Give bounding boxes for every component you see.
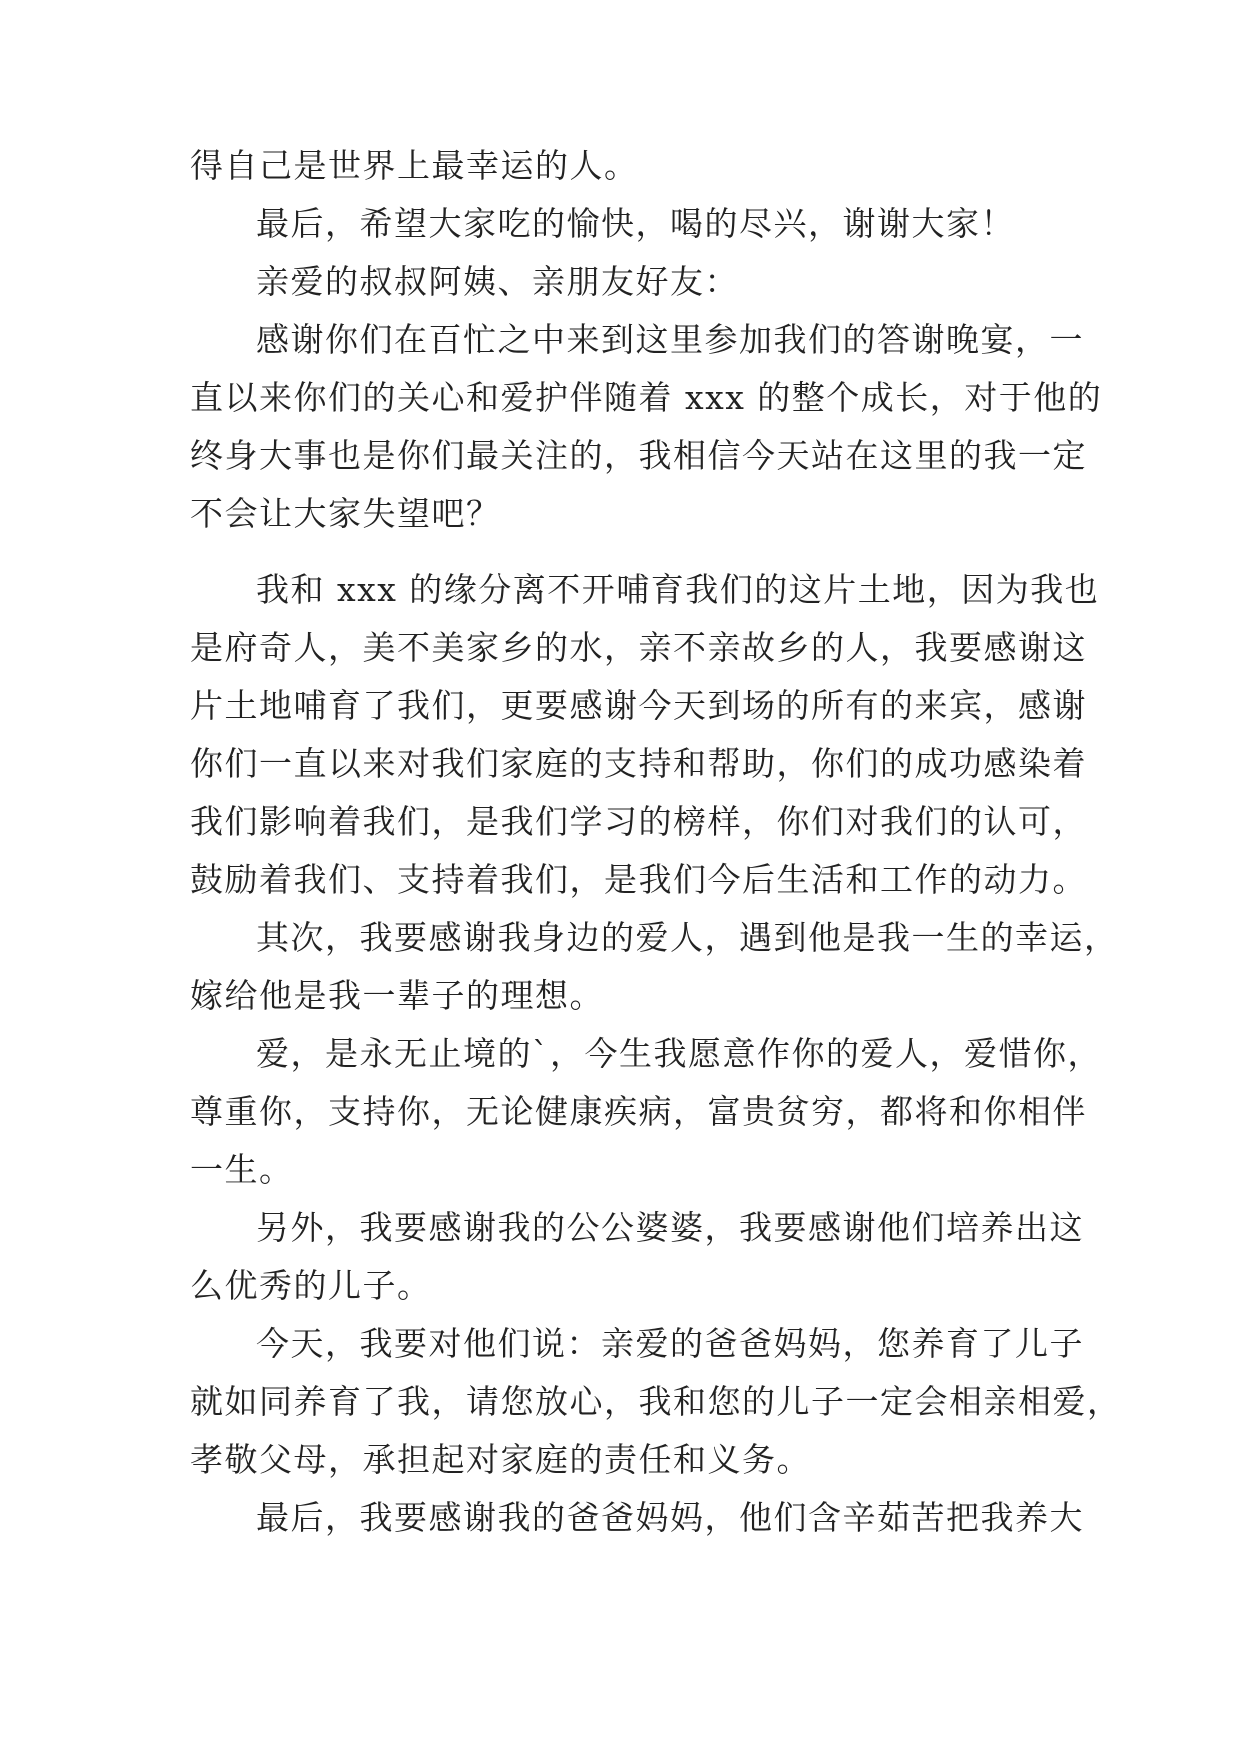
- text-line: 直以来你们的关心和爱护伴随着 xxx 的整个成长，对于他的: [190, 378, 1103, 417]
- text-line: 我和 xxx 的缘分离不开哺育我们的这片土地，因为我也: [256, 570, 1100, 609]
- text-line: 片土地哺育了我们，更要感谢今天到场的所有的来宾，感谢: [190, 686, 1087, 725]
- text-line: 今天，我要对他们说：亲爱的爸爸妈妈，您养育了儿子: [256, 1324, 1084, 1363]
- text-line: 么优秀的儿子。: [190, 1266, 432, 1305]
- text-line: 其次，我要感谢我身边的爱人，遇到他是我一生的幸运，: [256, 918, 1119, 957]
- text-line: 鼓励着我们、支持着我们，是我们今后生活和工作的动力。: [190, 860, 1087, 899]
- text-line: 亲爱的叔叔阿姨、亲朋友好友：: [256, 262, 739, 301]
- text-line: 不会让大家失望吧？: [190, 494, 501, 533]
- text-line: 一生。: [190, 1150, 294, 1189]
- text-line: 得自己是世界上最幸运的人。: [190, 146, 639, 185]
- text-line: 最后，我要感谢我的爸爸妈妈，他们含辛茹苦把我养大: [256, 1498, 1084, 1537]
- text-line: 就如同养育了我，请您放心，我和您的儿子一定会相亲相爱，: [190, 1382, 1122, 1421]
- text-line: 孝敬父母，承担起对家庭的责任和义务。: [190, 1440, 811, 1479]
- text-line: 是府奇人，美不美家乡的水，亲不亲故乡的人，我要感谢这: [190, 628, 1087, 667]
- text-line: 你们一直以来对我们家庭的支持和帮助，你们的成功感染着: [190, 744, 1087, 783]
- text-line: 另外，我要感谢我的公公婆婆，我要感谢他们培养出这: [256, 1208, 1084, 1247]
- text-line: 最后，希望大家吃的愉快，喝的尽兴，谢谢大家！: [256, 204, 1015, 243]
- text-line: 终身大事也是你们最关注的，我相信今天站在这里的我一定: [190, 436, 1087, 475]
- text-line: 尊重你，支持你，无论健康疾病，富贵贫穷，都将和你相伴: [190, 1092, 1087, 1131]
- text-line: 感谢你们在百忙之中来到这里参加我们的答谢晚宴，一: [256, 320, 1084, 359]
- text-line: 我们影响着我们，是我们学习的榜样，你们对我们的认可，: [190, 802, 1087, 841]
- text-line: 嫁给他是我一辈子的理想。: [190, 976, 604, 1015]
- text-line: 爱，是永无止境的`，今生我愿意作你的爱人，爱惜你，: [256, 1034, 1102, 1073]
